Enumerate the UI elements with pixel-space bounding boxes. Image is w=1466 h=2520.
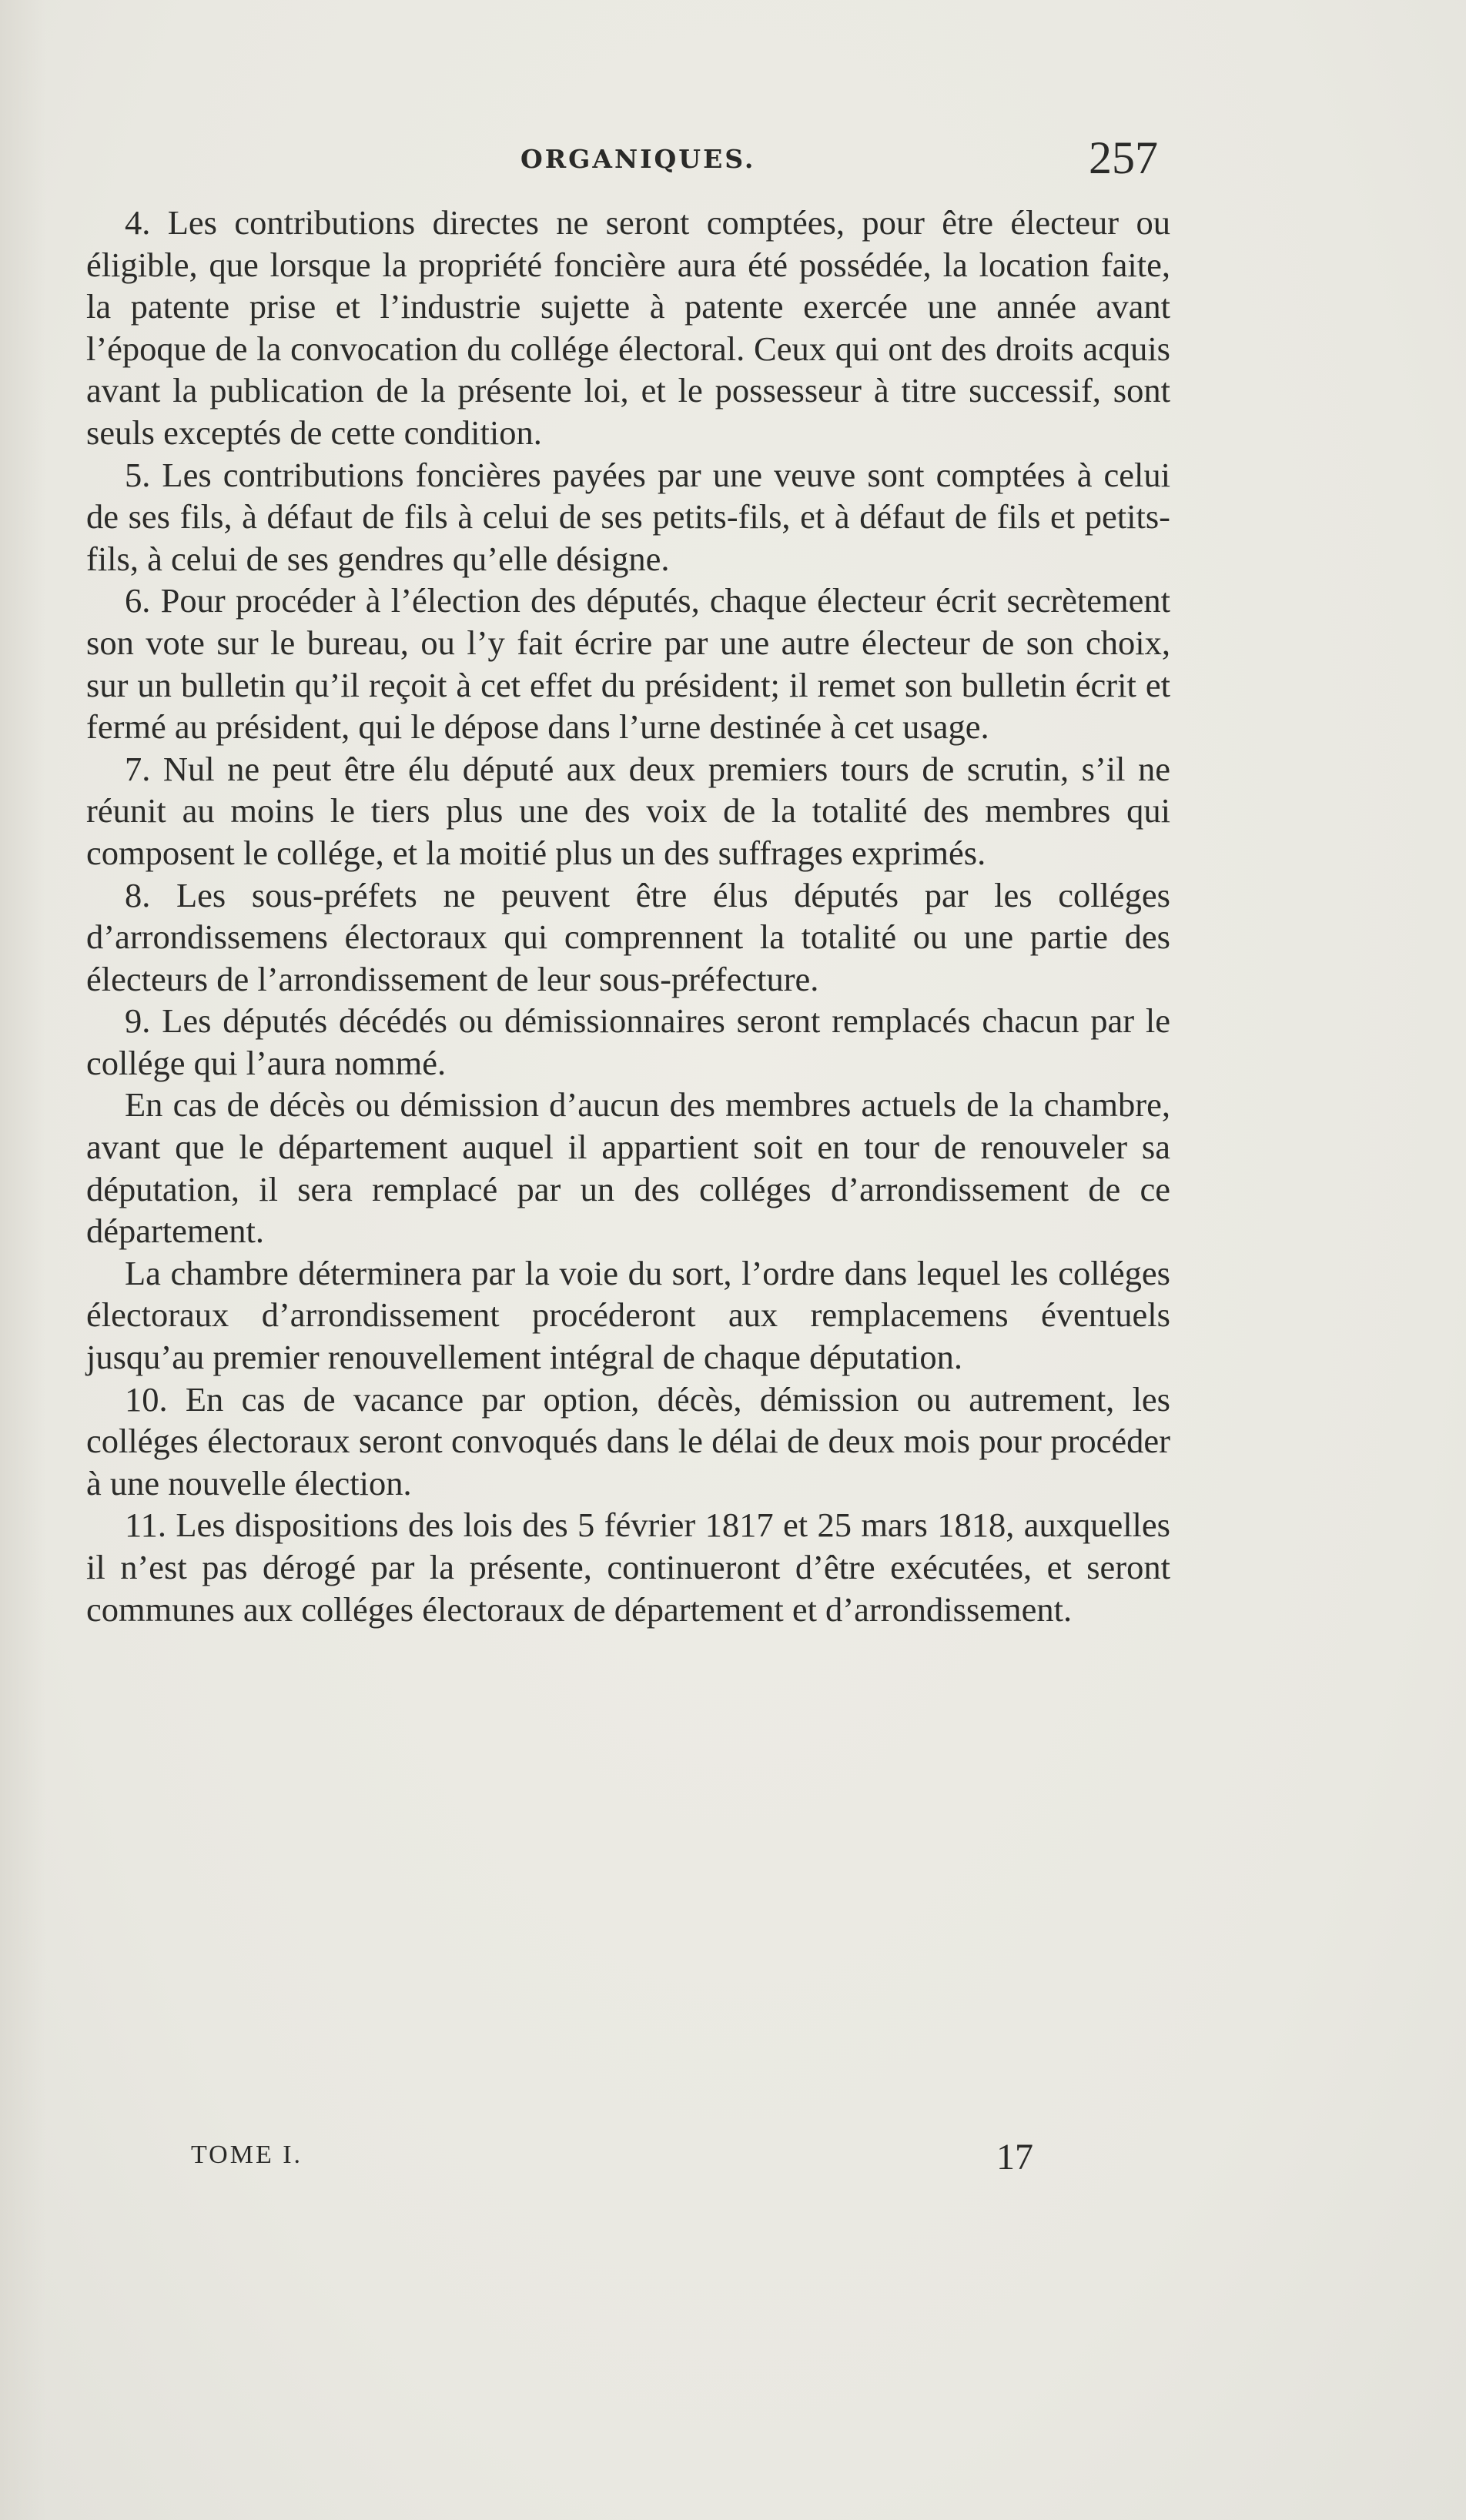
page-body	[86, 202, 1170, 1630]
article-9: 9. Les députés décédés ou démissionnaires seront remplacés chacun par le collége qui l’aura nommé.	[86, 1001, 1170, 1082]
article-4: 4. Les contributions directes ne seront comptées, pour être électeur ou éligible, que lorsque la propriété foncière aura été possédée, la location faite, la patente prise et l’industrie sujette à patente exercée une année avant l’époque de la convocation du collége électoral. Ceux qui ont des droits acquis avant la publication de la présente loi, et le possesseur à titre successif, sont seuls exceptés de cette condition.	[86, 203, 1170, 452]
running-title: ORGANIQUES.	[520, 144, 756, 174]
article-7: 7. Nul ne peut être élu député aux deux premiers tours de scrutin, s’il ne réunit au moins le tiers plus une des voix de la totalité des membres qui composent le collége, et la moitié plus un des suffrages exprimés.	[86, 749, 1170, 872]
page-number: 257	[1089, 132, 1158, 183]
article-9-paragraph-2: En cas de décès ou démission d’aucun des membres actuels de la chambre, avant que le département auquel il appartient soit en tour de renouveler sa députation, il sera remplacé par un des colléges d’arrondissement de ce département.	[86, 1085, 1170, 1251]
page-footer	[0, 2136, 1466, 2190]
article-10: 10. En cas de vacance par option, décès, démission ou autrement, les colléges électoraux seront convoqués dans le délai de deux mois pour procéder à une nouvelle élection.	[86, 1379, 1170, 1502]
tome-label: TOME I.	[191, 2141, 303, 2169]
article-11: 11. Les dispositions des lois des 5 février 1817 et 25 mars 1818, auxquelles il n’est pas dérogé par la présente, continueront d’être exécutées, et seront communes aux colléges électoraux de département et d’arrondissement.	[86, 1506, 1170, 1629]
article-8: 8. Les sous-préfets ne peuvent être élus députés par les colléges d’arrondissemens électoraux qui comprennent la totalité ou une partie des électeurs de l’arrondissement de leur sous-préfecture.	[86, 875, 1170, 998]
article-5: 5. Les contributions foncières payées par une veuve sont comptées à celui de ses fils, à défaut de fils à celui de ses petits-fils, et à défaut de fils et petits-fils, à celui de ses gendres qu’elle désigne.	[86, 455, 1170, 578]
article-9-paragraph-3: La chambre déterminera par la voie du sort, l’ordre dans lequel les colléges électoraux d’arrondissement procéderont aux remplacemens éventuels jusqu’au premier renouvellement intégral de chaque députation.	[86, 1253, 1170, 1377]
article-6: 6. Pour procéder à l’élection des députés, chaque électeur écrit secrètement son vote sur le bureau, ou l’y fait écrire par une autre électeur de son choix, sur un bulletin qu’il reçoit à cet effet du président; il remet son bulletin écrit et fermé au président, qui le dépose dans l’urne destinée à cet usage.	[86, 581, 1170, 747]
page-header	[0, 127, 1466, 196]
signature-mark: 17	[996, 2137, 1033, 2177]
